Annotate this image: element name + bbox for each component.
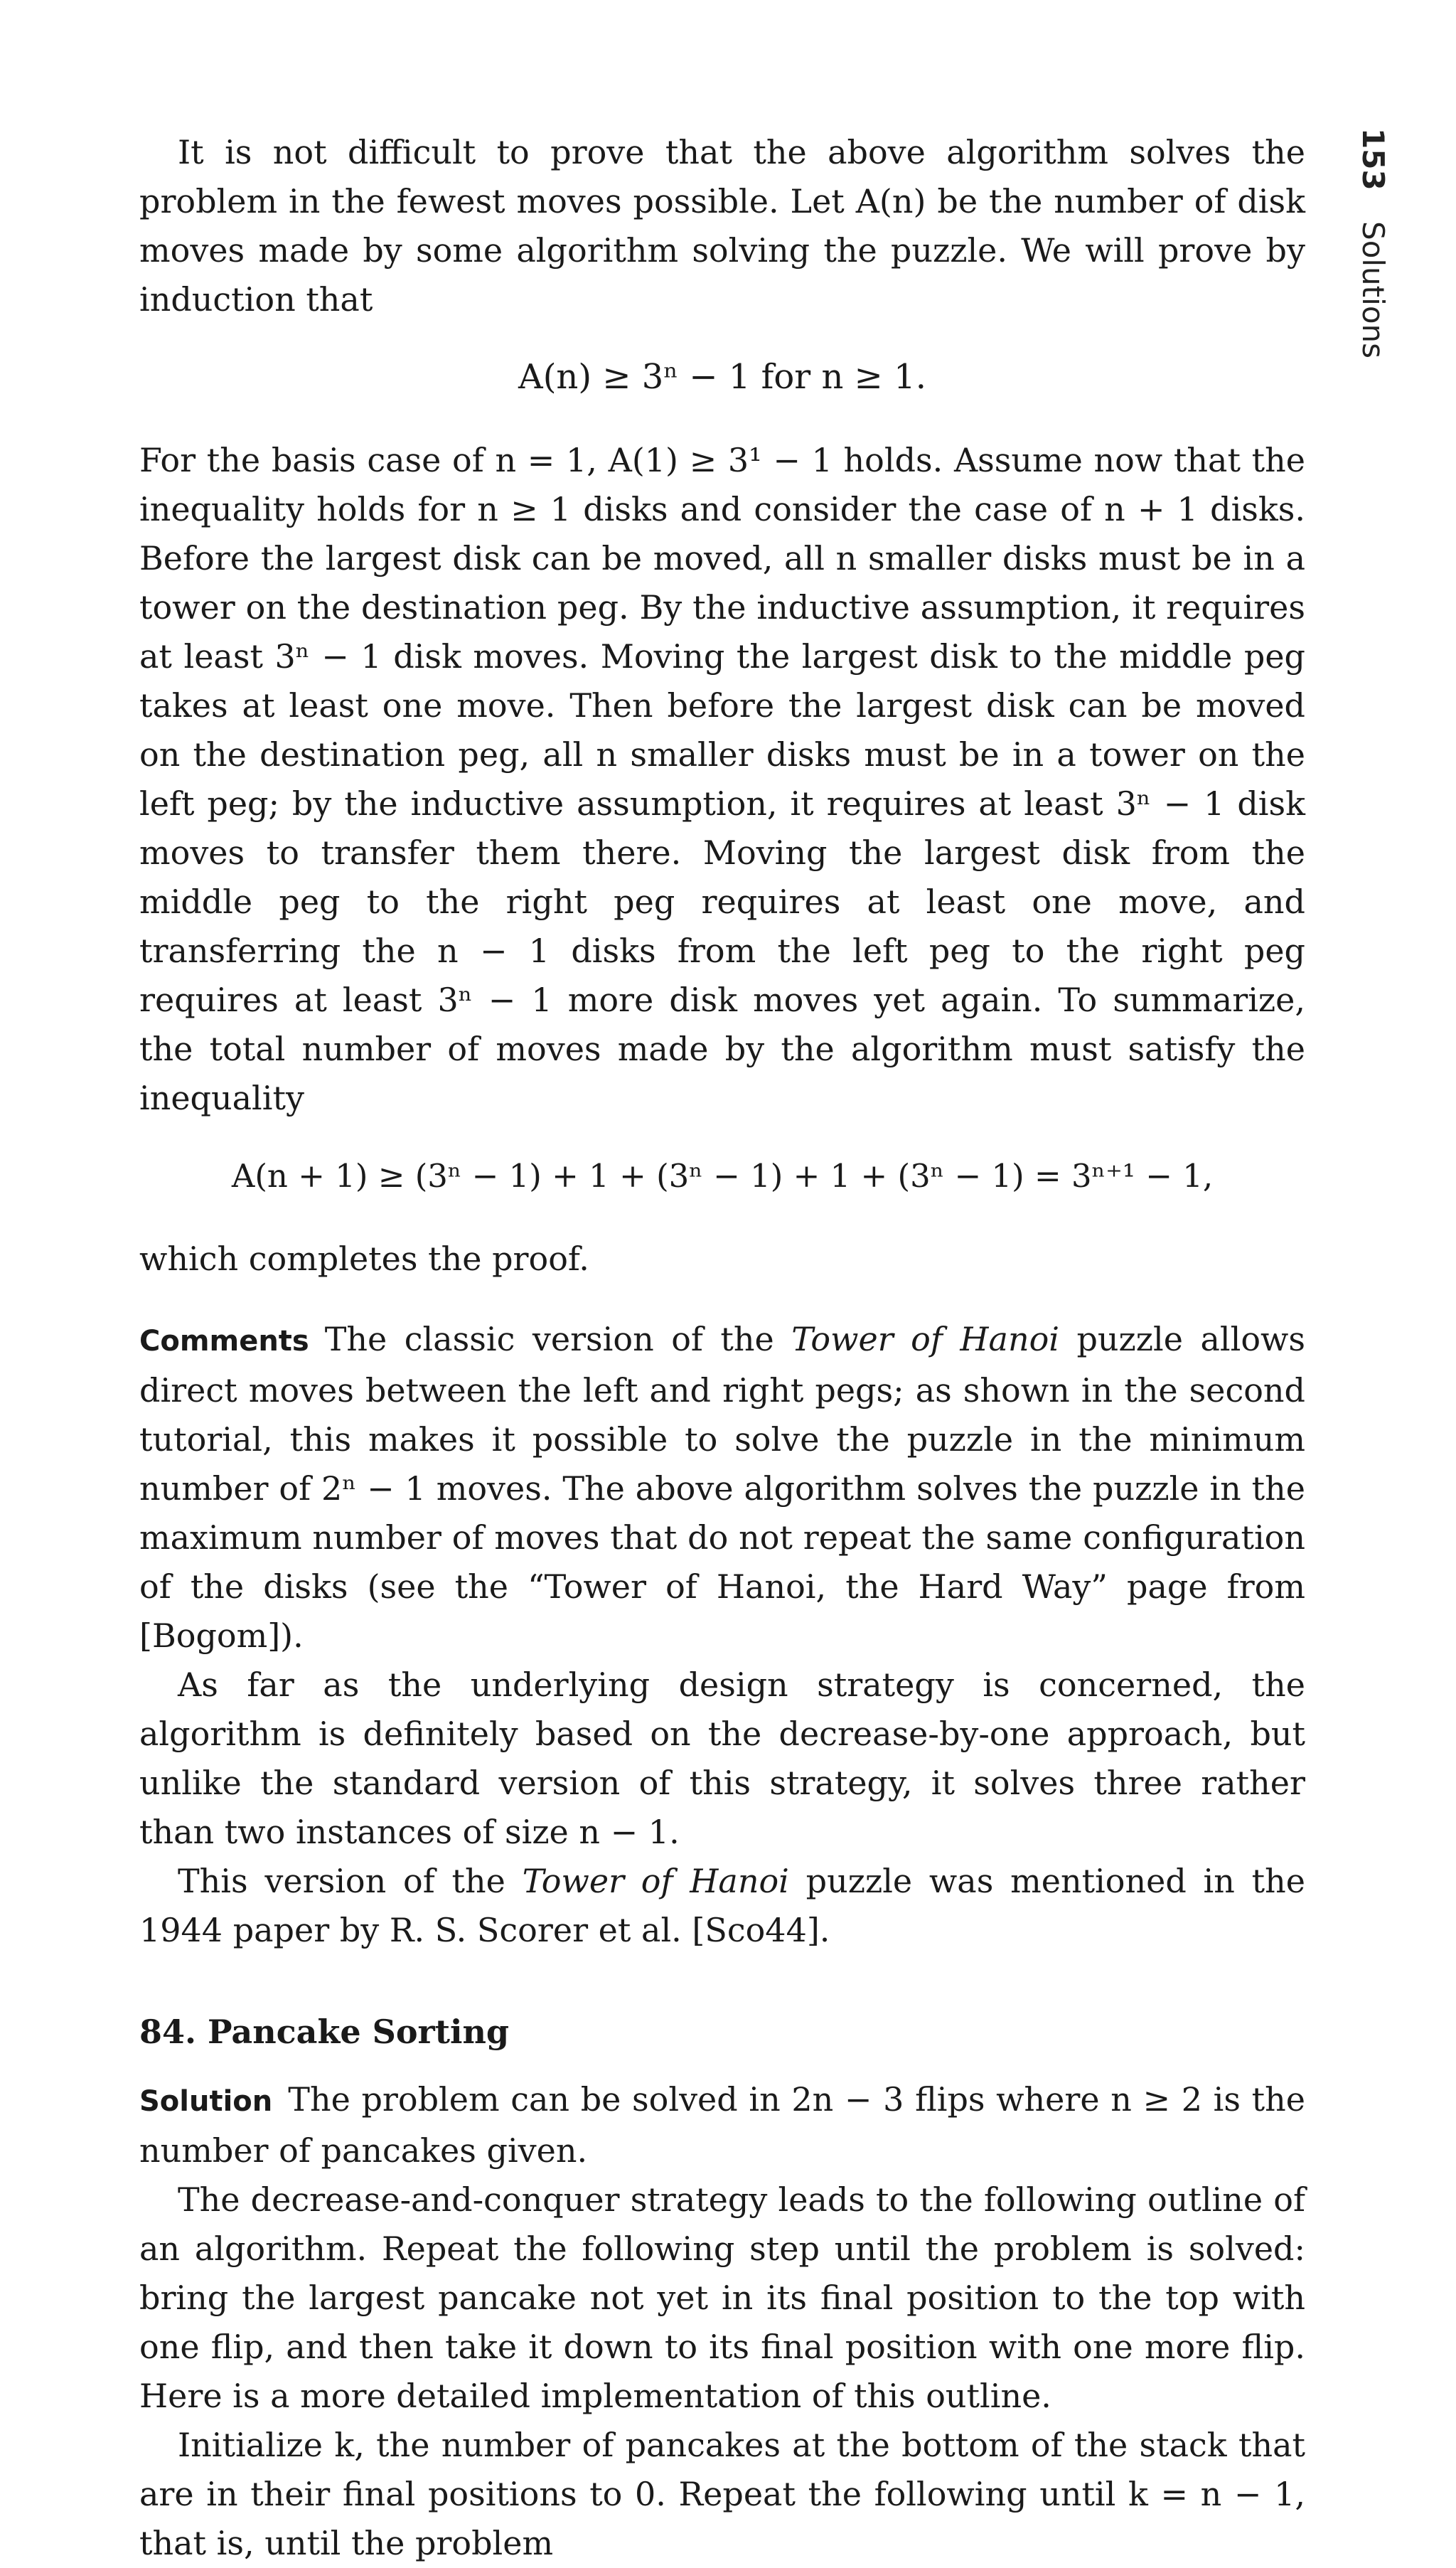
history-puzzle-title: Tower of Hanoi [522,1862,789,1900]
paragraph-history [139,1857,1305,1955]
history-text-before: This version of the [178,1862,523,1900]
section-heading: 84. Pancake Sorting [139,2013,510,2051]
paragraph-induction: For the basis case of n = 1, A(1) ≥ 3¹ − 1 holds. Assume now that the inequality holds for n ≥ 1 disks and consider the case of n + 1 disks. Before the largest disk can be moved, all n smaller disks must be in a tower on the destination peg. By the inductive assumption, it requires at least 3ⁿ − 1 disk moves. Moving the largest disk to the middle peg takes at least one move. Then before the largest disk can be moved on the destination peg, all n smaller disks must be in a tower on the left peg; by the inductive assumption, it requires at least 3ⁿ − 1 disk moves to transfer them there. Moving the largest disk from the middle peg to the right peg requires at least one move, and transferring the n − 1 disks from the left peg to the right peg requires at least 3ⁿ − 1 more disk moves yet again. To summarize, the total number of moves made by the algorithm must satisfy the inequality [139,441,1305,1117]
paragraph-outline: The decrease-and-conquer strategy leads to the following outline of an algorithm. Repeat the following step until the problem is solved: bring the largest pancake not yet in its final position to the top with one flip, and then take it down to its final position with one more flip. Here is a more detailed implementation of this outline. [139,2180,1305,2415]
history-text-after: puzzle was mentioned in the 1944 paper by R. S. Scorer et al. [Sco44]. [139,1862,1305,1949]
paragraph-design-strategy: As far as the underlying design strategy is concerned, the algorithm is definitely based on the decrease-by-one approach, but unlike the standard version of this strategy, it solves three rather than two instances of size n − 1. [139,1666,1305,1851]
comments-text-after: puzzle allows direct moves between the left and right pegs; as shown in the second tutorial, this makes it possible to solve the puzzle in the minimum number of 2ⁿ − 1 moves. The above algorithm solves the puzzle in the maximum number of moves that do not repeat the same configuration of the disks (see the “Tower of Hanoi, the Hard Way” page from [Bogom]). [139,1320,1305,1655]
paragraph-proof-intro: It is not difficult to prove that the above algorithm solves the problem in the fewest moves possible. Let A(n) be the number of disk moves made by some algorithm solving the puzzle. We will prove by induction that [139,133,1305,319]
paragraph-comments [139,1315,1305,1661]
comments-text-before: The classic version of the [324,1320,792,1358]
page-body [139,128,1305,2568]
running-head-section: Solutions [1356,221,1391,359]
equation-inequality: A(n + 1) ≥ (3ⁿ − 1) + 1 + (3ⁿ − 1) + 1 + (3ⁿ − 1) = 3ⁿ⁺¹ − 1, [231,1157,1214,1195]
page-number: 153 [1356,128,1391,191]
paragraph-proof-end: which completes the proof. [139,1240,589,1278]
comments-puzzle-title: Tower of Hanoi [791,1320,1059,1358]
solution-label: Solution [139,2085,273,2118]
solution-text: The problem can be solved in 2n − 3 flips where n ≥ 2 is the number of pancakes given. [139,2080,1305,2170]
paragraph-solution [139,2075,1305,2175]
running-head [1337,128,1408,384]
comments-label: Comments [139,1325,309,1358]
running-head-text [1356,128,1391,358]
paragraph-initialize: Initialize k, the number of pancakes at the bottom of the stack that are in their final positions to 0. Repeat the following until k = n − 1, that is, until the problem [139,2426,1305,2562]
equation-lower-bound: A(n) ≥ 3ⁿ − 1 for n ≥ 1. [518,357,926,397]
